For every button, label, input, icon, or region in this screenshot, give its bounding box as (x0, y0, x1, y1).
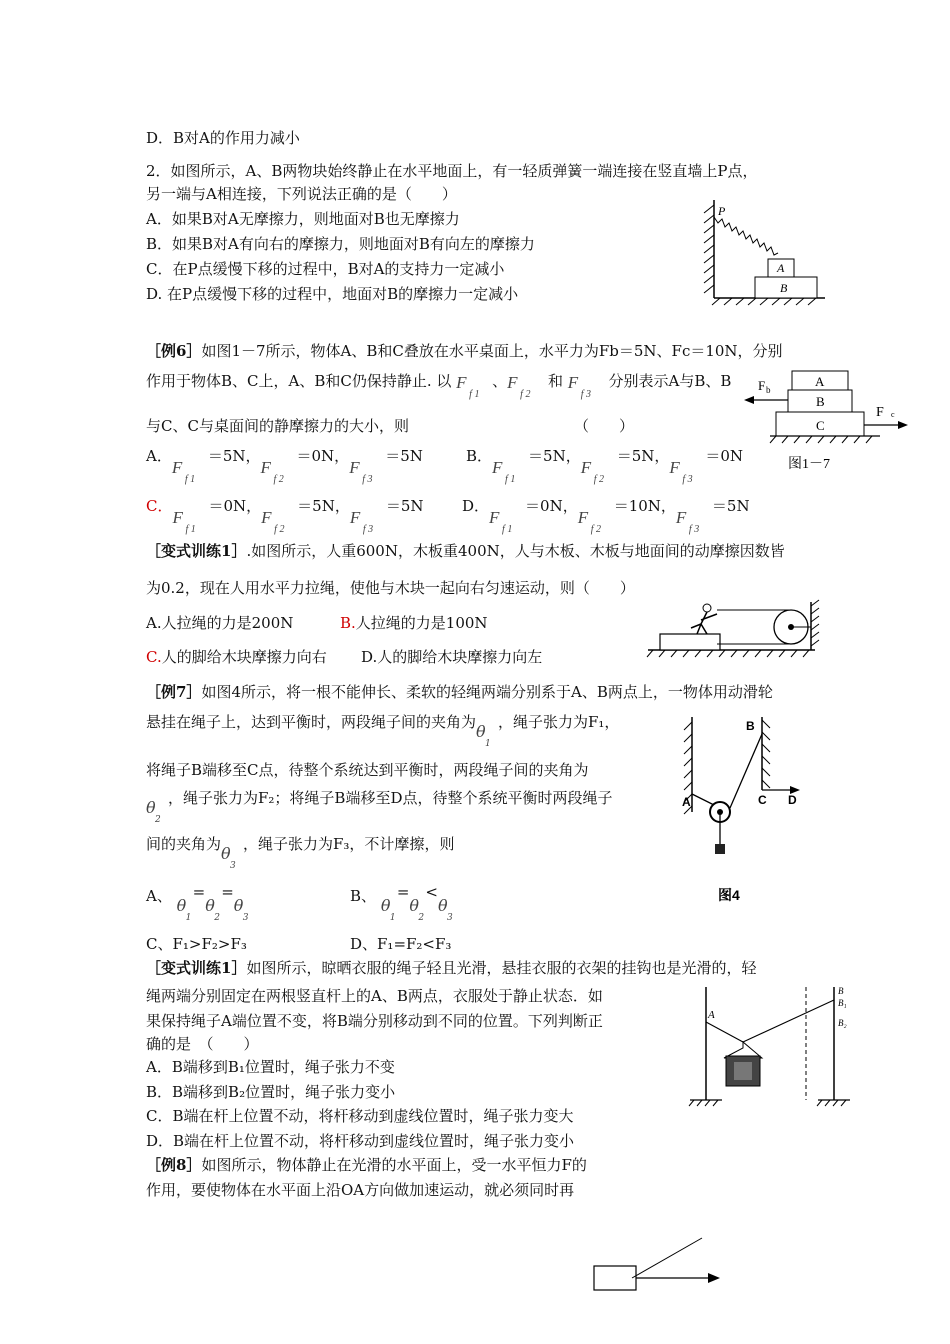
ex7-option-b: B、 θ 1 =θ 2 <θ 3 (350, 884, 460, 908)
var1-pulley-figure (645, 600, 825, 668)
ex7-fig-label-d: D (788, 793, 797, 807)
ex6-fig-label-b: B (816, 394, 825, 409)
ex7-b-theta2: θ 2 (409, 896, 425, 923)
ex7-a-theta1: θ 1 (176, 896, 192, 923)
ex8-force-figure (592, 1236, 726, 1296)
var2-hanger-figure (686, 982, 866, 1122)
var2-line3: 果保持绳子A端位置不变，将B端分别移动到不同的位置。下列判断正 (146, 1012, 603, 1030)
ex6-sep: 、 (492, 372, 508, 390)
var2-line2: 绳两端分别固定在两根竖直杆上的A、B两点，衣服处于静止状态．如 (146, 987, 603, 1005)
ex7-b-theta3: θ 3 (437, 896, 453, 923)
ex7-b-theta1: θ 1 (380, 896, 396, 923)
ex7-option-c: C、F₁>F₂>F₃ (146, 935, 247, 953)
q2-stem-line1: 2．如图所示，A、B两物块始终静止在水平地面上，有一轻质弹簧一端连接在竖直墙上P点， (146, 162, 758, 180)
ex7-option-d: D、F₁=F₂<F₃ (350, 935, 452, 953)
ex8-tag: ［例8］ (146, 1156, 202, 1174)
var1-option-c: C.人的脚给木块摩擦力向右 (146, 648, 327, 666)
var2-fig-label-a: A (708, 1009, 715, 1021)
q2-option-d: D. 在P点缓慢下移的过程中，地面对B的摩擦力一定减小 (146, 285, 519, 303)
ex6-a-ff1: F f 1 (171, 458, 196, 485)
var1-line1: ［变式训练1］.如图所示，人重600N，木板重400N，人与木板、木板与地面间的动摩擦因数皆 (146, 542, 785, 560)
ex6-line1-text: 如图1－7所示，物体A、B和C叠放在水平桌面上，水平力为Fb＝5N、Fc＝10N，分别 (201, 342, 783, 360)
ex7-fig-caption: 图4 (718, 887, 740, 903)
ex6-option-a: A．F f 1 ＝5N，F f 2 ＝0N，F f 3 ＝5N (146, 447, 423, 485)
ex6-option-d: D．F f 1 ＝0N，F f 2 ＝10N，F f 3 ＝5N (462, 497, 750, 535)
ex6-line3: 与C、C与桌面间的静摩擦力的大小，则 (146, 417, 409, 435)
var2-fig-label-b1: B₁ (838, 998, 847, 1008)
ex7-fig-label-b: B (746, 719, 755, 733)
ex6-line2a: 作用于物体B、C上，A、B和C仍保持静止. 以 (146, 372, 452, 390)
ex7-line2: 悬挂在绳子上，达到平衡时，两段绳子间的夹角为θ 1 ，绳子张力为F₁， (146, 713, 620, 749)
q2-fig-label-p: P (718, 204, 726, 218)
ex6-fig-fc: F (876, 405, 884, 420)
ex8-line2: 作用，要使物体在水平面上沿OA方向做加速运动，就必须同时再 (146, 1181, 575, 1199)
var1-option-b: B.人拉绳的力是100N (340, 614, 488, 632)
var2-line4: 确的是 （ ） (146, 1035, 259, 1053)
ex6-a-ff3: F f 3 (349, 458, 373, 485)
ex6-b-ff2: F f 2 (580, 458, 604, 485)
ex6-ff2: F f 2 (507, 373, 531, 400)
var1-option-a: A.人拉绳的力是200N (146, 614, 294, 632)
ex6-fig-caption: 图1－7 (788, 457, 830, 472)
q2-option-b: B．如果B对A有向右的摩擦力，则地面对B有向左的摩擦力 (146, 235, 535, 253)
var2-tag: ［变式训练1］ (146, 959, 247, 977)
ex7-a-theta3: θ 3 (233, 896, 249, 923)
ex6-option-b: B．F f 1 ＝5N，F f 2 ＝5N，F f 3 ＝0N (466, 447, 744, 485)
ex7-theta1: θ 1 (476, 722, 491, 749)
ex6-ff1: F f 1 (456, 373, 480, 400)
ex7-pulley-figure (680, 712, 810, 912)
ex6-c-ff3: F f 3 (349, 508, 374, 535)
ex6-line2b: 分别表示A与B、B (608, 372, 732, 390)
q2-fig-label-b: B (780, 281, 788, 295)
var1-tag: ［变式训练1］ (146, 542, 247, 560)
ex6-a-ff2: F f 2 (260, 458, 284, 485)
ex6-fig-fc-sub: c (891, 410, 895, 419)
var2-option-d: D．B端在杆上位置不动，将杆移动到虚线位置时，绳子张力变小 (146, 1132, 575, 1150)
ex7-option-a: A、 θ 1 =θ 2 =θ 3 (146, 884, 256, 908)
var2-option-a: A．B端移到B₁位置时，绳子张力不变 (146, 1058, 395, 1076)
ex7-theta2: θ 2 (146, 798, 161, 825)
ex6-line1 (146, 341, 783, 361)
ex6-b-ff1: F f 1 (492, 458, 516, 485)
ex6-fig-fb-sub: b (766, 385, 771, 395)
var1-option-d: D.人的脚给木块摩擦力向左 (361, 648, 543, 666)
ex6-fig-label-c: C (816, 418, 825, 433)
ex7-a-theta2: θ 2 (205, 896, 220, 923)
ex6-line2 (146, 369, 732, 400)
ex6-c-ff1: F f 1 (172, 508, 196, 535)
q2-fig-label-a: A (777, 261, 785, 275)
ex6-fig-fb: F (758, 378, 766, 393)
ex7-tag: ［例7］ (146, 683, 202, 701)
var2-fig-label-b2: B₂ (838, 1018, 847, 1028)
ex7-line5: 间的夹角为θ 3 ，绳子张力为F₃，不计摩擦，则 (146, 835, 455, 871)
ex6-d-ff3: F f 3 (675, 508, 700, 535)
ex7-line1: ［例7］如图4所示，将一根不能伸长、柔软的轻绳两端分别系于A、B两点上，一物体用动滑轮 (146, 683, 773, 701)
ex6-fig-label-a: A (815, 374, 825, 389)
q2-option-c: C．在P点缓慢下移的过程中，B对A的支持力一定减小 (146, 260, 505, 278)
ex6-option-c: C．F f 1 ＝0N，F f 2 ＝5N，F f 3 ＝5N (146, 497, 424, 535)
ex7-line4: θ 2 ，绳子张力为F₂；将绳子B端移至D点，待整个系统平衡时两段绳子 (146, 789, 613, 825)
ex6-tag: ［例6］ (146, 342, 202, 360)
ex6-ff3: F f 3 (567, 373, 592, 400)
var2-line1: ［变式训练1］如图所示，晾晒衣服的绳子轻且光滑，悬挂衣服的衣架的挂钩也是光滑的，轻 (146, 959, 757, 977)
var2-fig-label-b: B (838, 986, 844, 996)
ex6-answer-paren: （ ） (574, 417, 635, 435)
q2-option-a: A．如果B对A无摩擦力，则地面对B也无摩擦力 (146, 210, 460, 228)
ex6-d-ff1: F f 1 (489, 508, 513, 535)
ex8-line1: ［例8］如图所示，物体静止在光滑的水平面上，受一水平恒力F的 (146, 1156, 587, 1174)
q2-stem-line2: 另一端与A相连接，下列说法正确的是（ ） (146, 185, 457, 203)
var2-option-b: B．B端移到B₂位置时，绳子张力变小 (146, 1083, 396, 1101)
ex7-theta3: θ 3 (221, 844, 236, 871)
q2-spring-figure (700, 195, 830, 305)
ex6-c-ff2: F f 2 (261, 508, 285, 535)
var1-line2: 为0.2，现在人用水平力拉绳，使他与木块一起向右匀速运动，则（ ） (146, 579, 635, 597)
ex7-fig-label-c: C (758, 793, 767, 807)
q1-option-d: D．B对A的作用力减小 (146, 129, 300, 147)
ex7-fig-label-a: A (682, 795, 691, 809)
ex6-block-figure (742, 368, 912, 478)
ex7-line3: 将绳子B端移至C点，待整个系统达到平衡时，两段绳子间的夹角为 (146, 761, 589, 779)
ex6-b-ff3: F f 3 (669, 458, 693, 485)
var2-option-c: C．B端在杆上位置不动，将杆移动到虚线位置时，绳子张力变大 (146, 1107, 574, 1125)
ex6-d-ff2: F f 2 (577, 508, 601, 535)
ex6-and: 和 (547, 372, 563, 390)
